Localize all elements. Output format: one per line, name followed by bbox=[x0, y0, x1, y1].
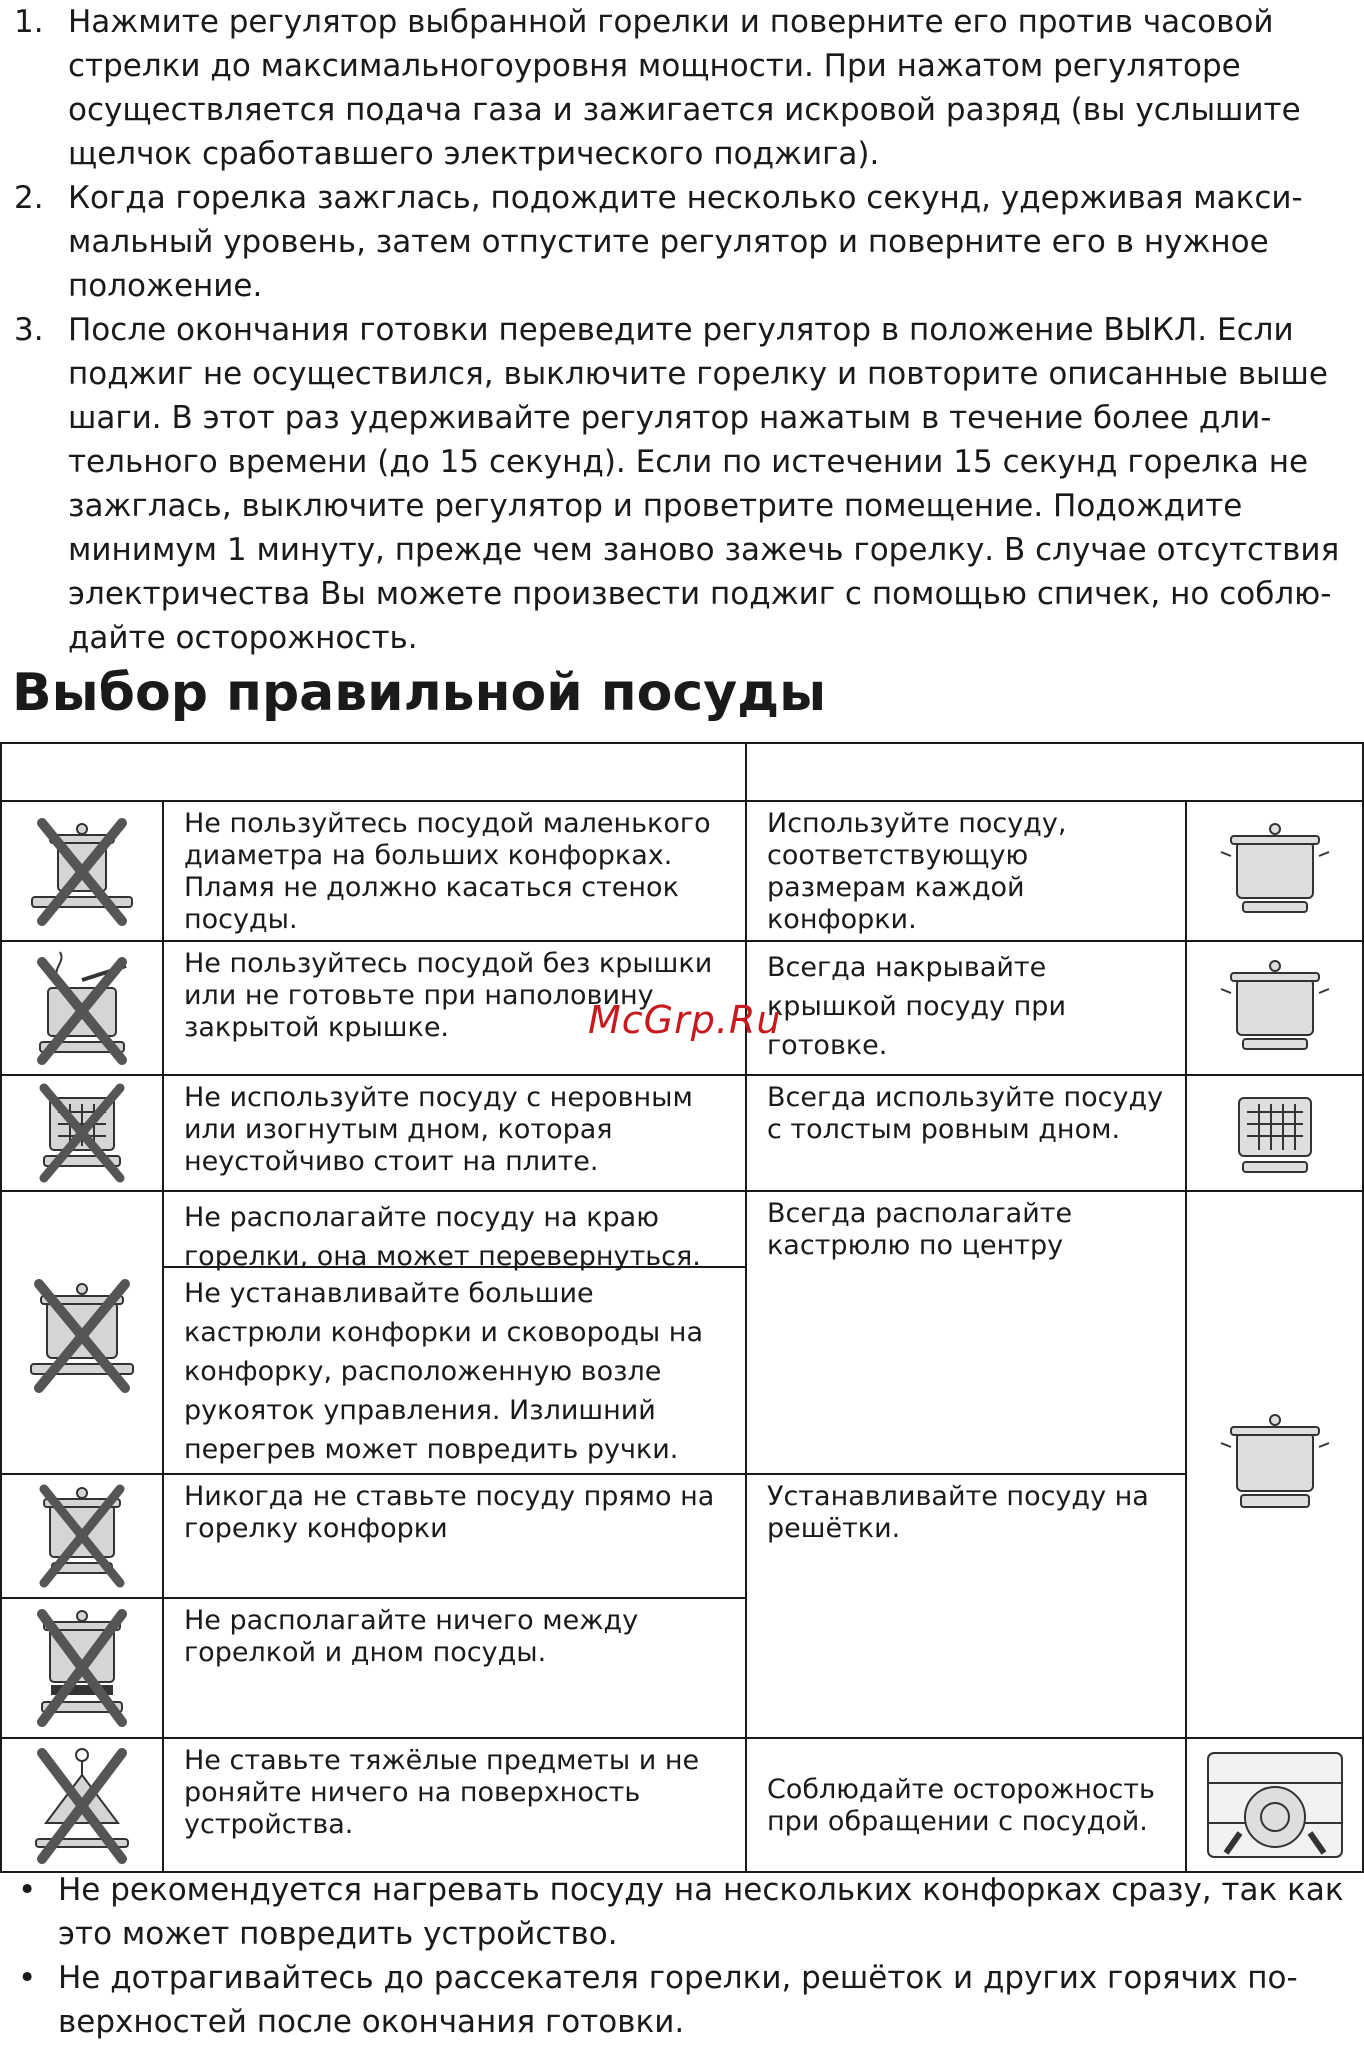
note-item bbox=[14, 1868, 1354, 1956]
step-text: После окончания готовки переведите регулятор в положение ВЫКЛ. Если поджиг не осуществился, выключите горелку и повторите описанные выше шаги. В этот раз удерживайте регулятор нажатым в течение более дли-тельного времени (до 15 секунд). Если по истечении 15 секунд горелка не зажглась, выключите регулятор и проветрите помещение. Подождите минимум 1 минуту, прежде чем заново зажечь горелку. В случае отсутствия электричества Вы можете произвести поджиг с помощью спичек, но соблю-дайте осторожность. bbox=[68, 312, 1340, 656]
step-number: 3. bbox=[14, 312, 44, 348]
wrong-no-lid-icon bbox=[1, 941, 163, 1075]
watermark-text: McGrp.Ru bbox=[588, 998, 782, 1042]
wrong-text: Не пользуйтесь посудой без крышки или не готовьте при наполовину закрытой крышке. bbox=[184, 948, 713, 1043]
wrong-text: Не пользуйтесь посудой маленького диаметра на больших конфорках. Пламя не должно касаться стенок посуды. bbox=[184, 808, 711, 935]
instruction-steps bbox=[14, 0, 1354, 660]
bullet-icon: • bbox=[18, 1872, 37, 1908]
right-text: Всегда используйте посуду с толстым ровным дном. bbox=[767, 1082, 1164, 1145]
notes-list bbox=[14, 1868, 1354, 2044]
handling-pot-icon bbox=[1186, 1738, 1363, 1872]
wrong-text: Не используйте посуду с неровным или изогнутым дном, которая неустойчиво стоит на плите. bbox=[184, 1082, 693, 1177]
wrong-edge-pot-icon bbox=[1, 1191, 163, 1474]
wrong-object-between-icon bbox=[1, 1598, 163, 1738]
wrong-no-grate-icon bbox=[1, 1474, 163, 1598]
right-text: Всегда накрывайте крышкой посуду при готовке. bbox=[767, 952, 1066, 1061]
note-text: Не рекомендуется нагревать посуду на нескольких конфорках сразу, так как это может повредить устройство. bbox=[58, 1872, 1344, 1952]
section-title: Выбор правильной посуды bbox=[12, 663, 827, 723]
bullet-icon: • bbox=[18, 1960, 37, 1996]
step-item bbox=[14, 0, 1354, 176]
wrong-heavy-object-icon bbox=[1, 1738, 163, 1872]
step-text: Нажмите регулятор выбранной горелки и поверните его против часовой стрелки до максимальногоуровня мощности. При нажатом регуляторе осуществляется подача газа и зажигается искровой разряд (вы услышите щелчок сработавшего электрического поджига). bbox=[68, 4, 1301, 172]
step-item bbox=[14, 308, 1354, 660]
wrong-uneven-pot-icon bbox=[1, 1075, 163, 1191]
wrong-text: Не располагайте ничего между горелкой и дном посуды. bbox=[184, 1605, 639, 1668]
wrong-text-edge: Не располагайте посуду на краю горелки, она может перевернуться. bbox=[184, 1202, 701, 1272]
step-text: Когда горелка зажглась, подождите несколько секунд, удерживая макси-мальный уровень, затем отпустите регулятор и поверните его в нужное положение. bbox=[68, 180, 1303, 304]
wrong-text: Не ставьте тяжёлые предметы и не роняйте ничего на поверхность устройства. bbox=[184, 1745, 700, 1840]
right-pot-icon bbox=[1186, 801, 1363, 941]
step-number: 2. bbox=[14, 180, 44, 216]
right-centered-pot-icon bbox=[1186, 1191, 1363, 1738]
right-flat-pot-icon bbox=[1186, 1075, 1363, 1191]
right-lid-pot-icon bbox=[1186, 941, 1363, 1075]
right-text: Устанавливайте посуду на решётки. bbox=[767, 1481, 1149, 1544]
wrong-text: Никогда не ставьте посуду прямо на горелку конфорки bbox=[184, 1481, 715, 1544]
step-item bbox=[14, 176, 1354, 308]
header-left bbox=[1, 743, 746, 801]
wrong-text-large-pot: Не устанавливайте большие кастрюли конфорки и сковороды на конфорку, расположенную возле рукояток управления. Излишний перегрев может повредить ручки. bbox=[164, 1266, 745, 1473]
right-text: Соблюдайте осторожность при обращении с посудой. bbox=[767, 1774, 1155, 1837]
right-text: Всегда располагайте кастрюлю по центру bbox=[767, 1198, 1073, 1261]
cookware-table bbox=[0, 742, 1364, 1873]
step-number: 1. bbox=[14, 4, 44, 40]
wrong-small-pot-icon bbox=[1, 801, 163, 941]
note-item bbox=[14, 1956, 1354, 2044]
note-text: Не дотрагивайтесь до рассекателя горелки, решёток и других горячих по-верхностей после окончания готовки. bbox=[58, 1960, 1298, 2040]
header-right bbox=[746, 743, 1363, 801]
right-text: Используйте посуду, соответствующую размерам каждой конфорки. bbox=[767, 808, 1067, 935]
